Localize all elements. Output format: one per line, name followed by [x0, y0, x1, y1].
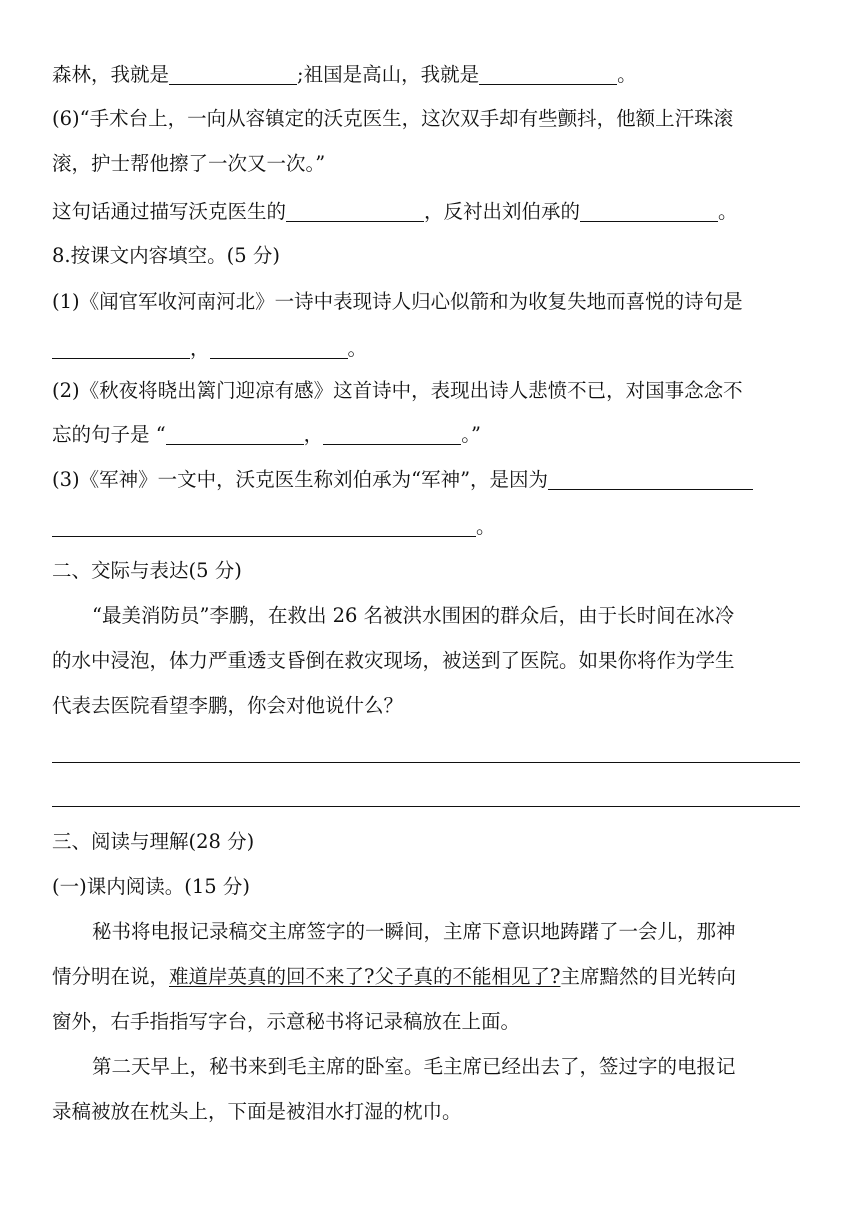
text: ，反衬出刘伯承的: [424, 200, 581, 223]
section3-heading: 三、阅读与理解(28 分): [52, 830, 255, 853]
answer-line[interactable]: [52, 806, 800, 807]
section2-line1: “最美消防员”李鹏，在救出 26 名被洪水围困的群众后，由于长时间在冰冷: [92, 604, 735, 627]
section2-line3: 代表去医院看望李鹏，你会对他说什么？: [52, 694, 404, 717]
text: 。: [617, 63, 637, 86]
q8-p3-line1: [52, 467, 753, 493]
text: 。: [476, 515, 496, 538]
text: 。: [347, 337, 368, 360]
answer-blank[interactable]: [479, 64, 617, 85]
section2-heading: 二、交际与表达(5 分): [52, 559, 242, 582]
q8-p1-line2: [52, 336, 367, 362]
q7-6-line1: (6)“手术台上，一向从容镇定的沃克医生，这次双手却有些颤抖，他额上汗珠滚: [52, 107, 734, 130]
text: (3)《军神》一文中，沃克医生称刘伯承为“军神”，是因为: [52, 468, 549, 491]
answer-blank[interactable]: [52, 338, 190, 359]
underlined-sentence: 难道岸英真的回不来了?父子真的不能相见了?: [169, 965, 561, 988]
text: 。”: [461, 423, 481, 446]
answer-blank[interactable]: [548, 469, 753, 490]
para2-line1: 第二天早上，秘书来到毛主席的卧室。毛主席已经出去了，签过字的电报记: [92, 1055, 736, 1078]
text: ;祖国是高山，我就是: [297, 63, 480, 86]
answer-blank[interactable]: [286, 201, 424, 222]
q7-5-tail: [52, 62, 637, 88]
q8-heading: 8.按课文内容填空。(5 分): [52, 244, 280, 267]
answer-blank[interactable]: [169, 64, 297, 85]
q8-p1-line1: (1)《闻官军收河南河北》一诗中表现诗人归心似箭和为收复失地而喜悦的诗句是: [52, 290, 743, 313]
text: 这句话通过描写沃克医生的: [52, 200, 287, 223]
q8-p3-line2: [52, 514, 496, 540]
section2-line2: 的水中浸泡，体力严重透支昏倒在救灾现场，被送到了医院。如果你将作为学生: [52, 649, 735, 672]
q7-6-line2: 滚，护士帮他擦了一次又一次。”: [52, 152, 326, 175]
q8-p2-line1: (2)《秋夜将晓出篱门迎凉有感》这首诗中，表现出诗人悲愤不已，对国事念念不: [52, 379, 743, 402]
text: 主席黯然的目光转向: [560, 965, 736, 988]
para1-line2: [52, 964, 736, 990]
answer-blank[interactable]: [52, 516, 476, 537]
text: 忘的句子是 “: [52, 423, 166, 446]
text: 情分明在说，: [52, 965, 170, 988]
text: ，: [190, 337, 210, 360]
text: ，: [303, 423, 324, 446]
answer-blank[interactable]: [210, 338, 348, 359]
q7-6-line3: [52, 199, 738, 225]
para2-line2: 录稿被放在枕头上，下面是被泪水打湿的枕巾。: [52, 1100, 462, 1123]
text: 。: [718, 200, 738, 223]
para1-line1: 秘书将电报记录稿交主席签字的一瞬间，主席下意识地踌躇了一会儿，那神: [92, 920, 736, 943]
section3-sub1: (一)课内阅读。(15 分): [52, 875, 250, 898]
para1-line3: 窗外，右手指指写字台，示意秘书将记录稿放在上面。: [52, 1010, 521, 1033]
answer-blank[interactable]: [580, 201, 718, 222]
q8-p2-line2: [52, 422, 481, 448]
answer-line[interactable]: [52, 762, 800, 763]
text: 森林，我就是: [52, 63, 170, 86]
answer-blank[interactable]: [323, 424, 461, 445]
answer-blank[interactable]: [166, 424, 304, 445]
